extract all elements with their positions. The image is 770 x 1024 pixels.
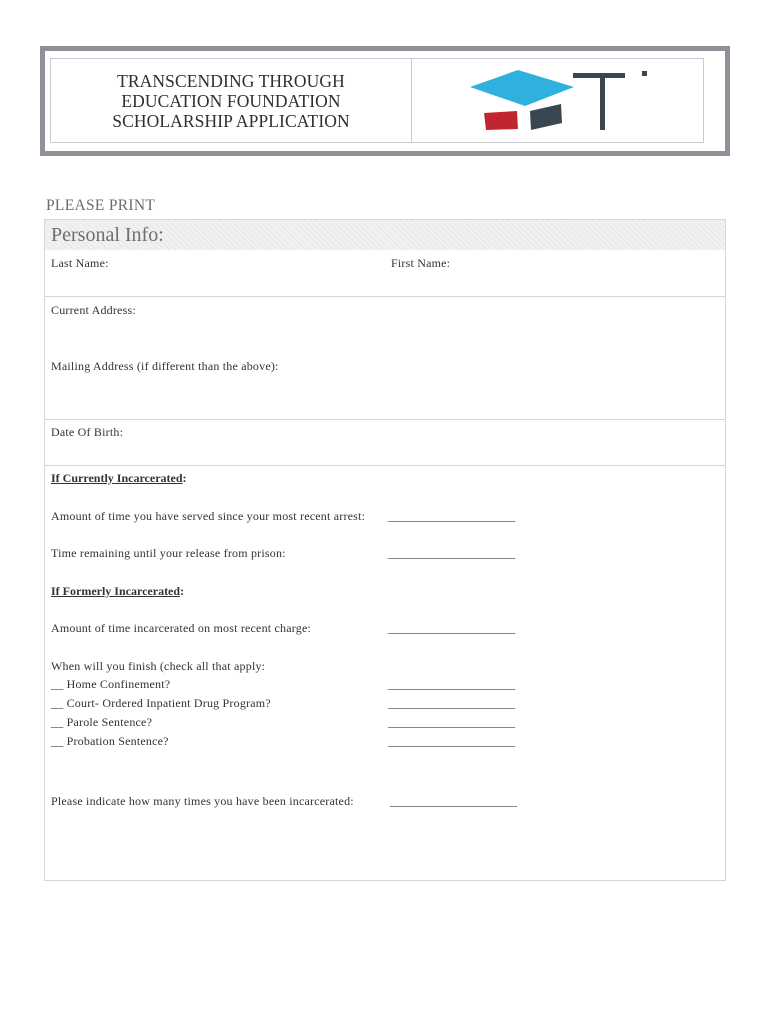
graduation-cap-t-logo-icon [470,67,670,147]
time-served-blank[interactable]: _______________________ [388,509,515,523]
finish-question: When will you finish (check all that apply: [51,659,266,673]
times-incarcerated-label: Please indicate how many times you have been incarcerated: [51,794,354,808]
option-probation[interactable]: __ Probation Sentence? [51,734,169,748]
probation-blank[interactable]: _______________________ [388,734,515,748]
header-box [50,58,704,143]
parole-blank[interactable]: _______________________ [388,715,515,729]
mailing-address-label: Mailing Address (if different than the above): [51,359,279,373]
personal-info-form [44,219,726,881]
currently-heading-text: If Currently Incarcerated [51,471,183,485]
time-served-label: Amount of time you have served since your most recent arrest: [51,509,366,523]
time-incarcerated-blank[interactable]: _______________________ [388,621,515,635]
foundation-title [51,59,412,142]
heading-colon: : [180,584,185,598]
formerly-incarcerated-heading [51,584,184,599]
option-home-confinement[interactable]: __ Home Confinement? [51,677,171,691]
letter-t-bar-icon [573,73,625,78]
currently-incarcerated-heading [51,471,187,486]
current-address-label: Current Address: [51,303,136,317]
formerly-heading-text: If Formerly Incarcerated [51,584,181,598]
drug-program-blank[interactable]: _______________________ [388,696,515,710]
times-incarcerated-blank[interactable]: _______________________ [390,794,517,808]
dot-icon [642,71,647,76]
option-parole[interactable]: __ Parole Sentence? [51,715,153,729]
book-left-icon [484,111,518,130]
letter-t-stem-icon [600,73,605,130]
time-remaining-label: Time remaining until your release from prison: [51,546,286,560]
heading-colon: : [182,471,187,485]
last-name-label: Last Name: [51,256,109,270]
please-print-notice: PLEASE PRINT [46,197,156,214]
divider [45,465,725,466]
time-incarcerated-label: Amount of time incarcerated on most recent charge: [51,621,312,635]
mortarboard-icon [470,70,574,106]
option-drug-program[interactable]: __ Court- Ordered Inpatient Drug Program? [51,696,271,710]
title-line-1: TRANSCENDING THROUGH [117,70,345,91]
logo-cell [412,59,703,142]
divider [45,296,725,297]
first-name-label: First Name: [391,256,451,270]
date-of-birth-label: Date Of Birth: [51,425,124,439]
time-remaining-blank[interactable]: _______________________ [388,546,515,560]
book-right-icon [530,104,562,130]
title-line-2: EDUCATION FOUNDATION [121,90,341,111]
divider [45,419,725,420]
home-confinement-blank[interactable]: _______________________ [388,677,515,691]
title-line-3: SCHOLARSHIP APPLICATION [112,110,350,131]
header-frame [40,46,730,156]
section-header [45,220,725,250]
section-title: Personal Info: [51,224,164,246]
